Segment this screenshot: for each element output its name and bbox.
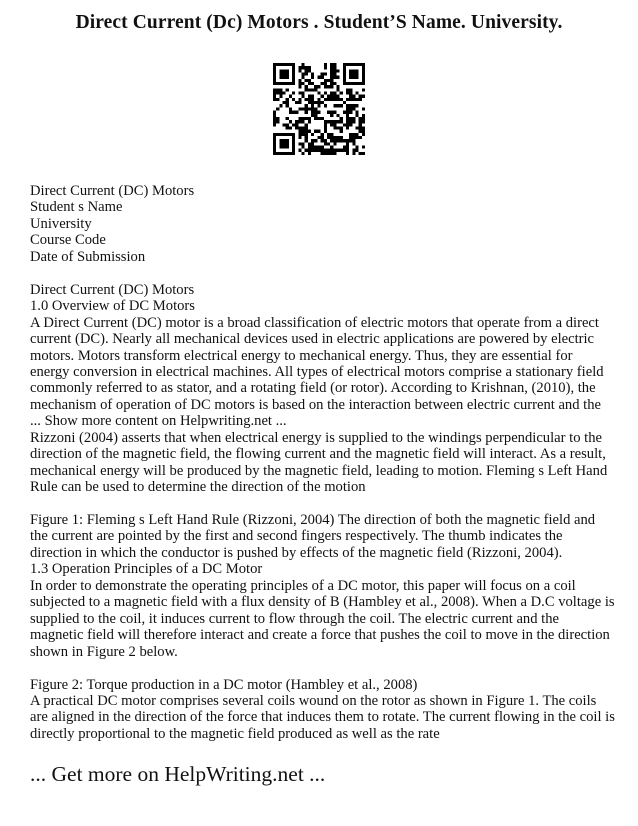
paragraph-overview: A Direct Current (DC) motor is a broad classification of electric motors that operate from a direct current (DC). Nearly all mechanical devices used in electric applications are powered by electric motors. Motors transform electrical energy to mechanical energy. Thus, they are essential for energy conversion in electrical machines. All types of electrical motors comprise a stationary field commonly referred to as stator, and a rotating field (or rotor). According to Krishnan, (2010), the mechanism of operation of DC motors is based on the interaction between electric current and the ... Show more content on Helpwriting.net ... bbox=[30, 314, 604, 430]
spacer bbox=[30, 660, 615, 676]
paragraph-practical-motor: A practical DC motor comprises several coils wound on the rotor as shown in Figure 1. The coils are aligned in the direction of the force that induces them to rotate. The current flowing in the coil is directly proportional to the magnetic field produced as well as the rate bbox=[30, 693, 615, 742]
paragraph-figure-1: Figure 1: Fleming s Left Hand Rule (Rizzoni, 2004) The direction of both the magnetic field and the current are pointed by the first and second fingers respectively. The thumb indicates the direction in which the conductor is pushed by effects of the magnetic field (Rizzoni, 2004). bbox=[30, 512, 596, 561]
paragraph-operation: In order to demonstrate the operating principles of a DC motor, this paper will focus on a coil subjected to a magnetic field with a flux density of B (Hambley et al., 2008). When a D.C voltage is supplied to the coil, it induces current to flow through the coil. The electric current and the magnetic field will therefore interact and create a force that pushes the coil to move in the direction shown in Figure 2 below. bbox=[30, 577, 615, 660]
cover-student-name: Student s Name bbox=[30, 199, 123, 216]
section-heading-overview: 1.0 Overview of DC Motors bbox=[30, 298, 195, 315]
cover-title: Direct Current (DC) Motors bbox=[30, 183, 195, 199]
section-title: Direct Current (DC) Motors bbox=[30, 281, 195, 298]
spacer bbox=[30, 265, 615, 281]
document-title: Direct Current (Dc) Motors . Student’S Name. University. bbox=[75, 12, 563, 33]
document-body bbox=[30, 183, 615, 742]
cover-university: University bbox=[30, 215, 92, 232]
cover-course-code: Course Code bbox=[30, 232, 106, 249]
section-heading-operation: 1.3 Operation Principles of a DC Motor bbox=[30, 561, 263, 578]
figure-2-caption: Figure 2: Torque production in a DC motor (Hambley et al., 2008) bbox=[30, 676, 418, 693]
paragraph-rizzoni: Rizzoni (2004) asserts that when electrical energy is supplied to the windings perpendicular to the direction of the magnetic field, the flowing current and the magnetic field will interact. As a result, mechanical energy will be produced by the magnetic field, leading to motion. Fleming s Left Hand Rule can be used to determine the direction of the motion bbox=[30, 429, 608, 496]
cover-date: Date of Submission bbox=[30, 248, 146, 265]
qr-code-icon[interactable] bbox=[273, 63, 365, 155]
helpwriting-link[interactable]: ... Get more on HelpWriting.net ... bbox=[30, 762, 326, 786]
spacer bbox=[30, 496, 615, 512]
